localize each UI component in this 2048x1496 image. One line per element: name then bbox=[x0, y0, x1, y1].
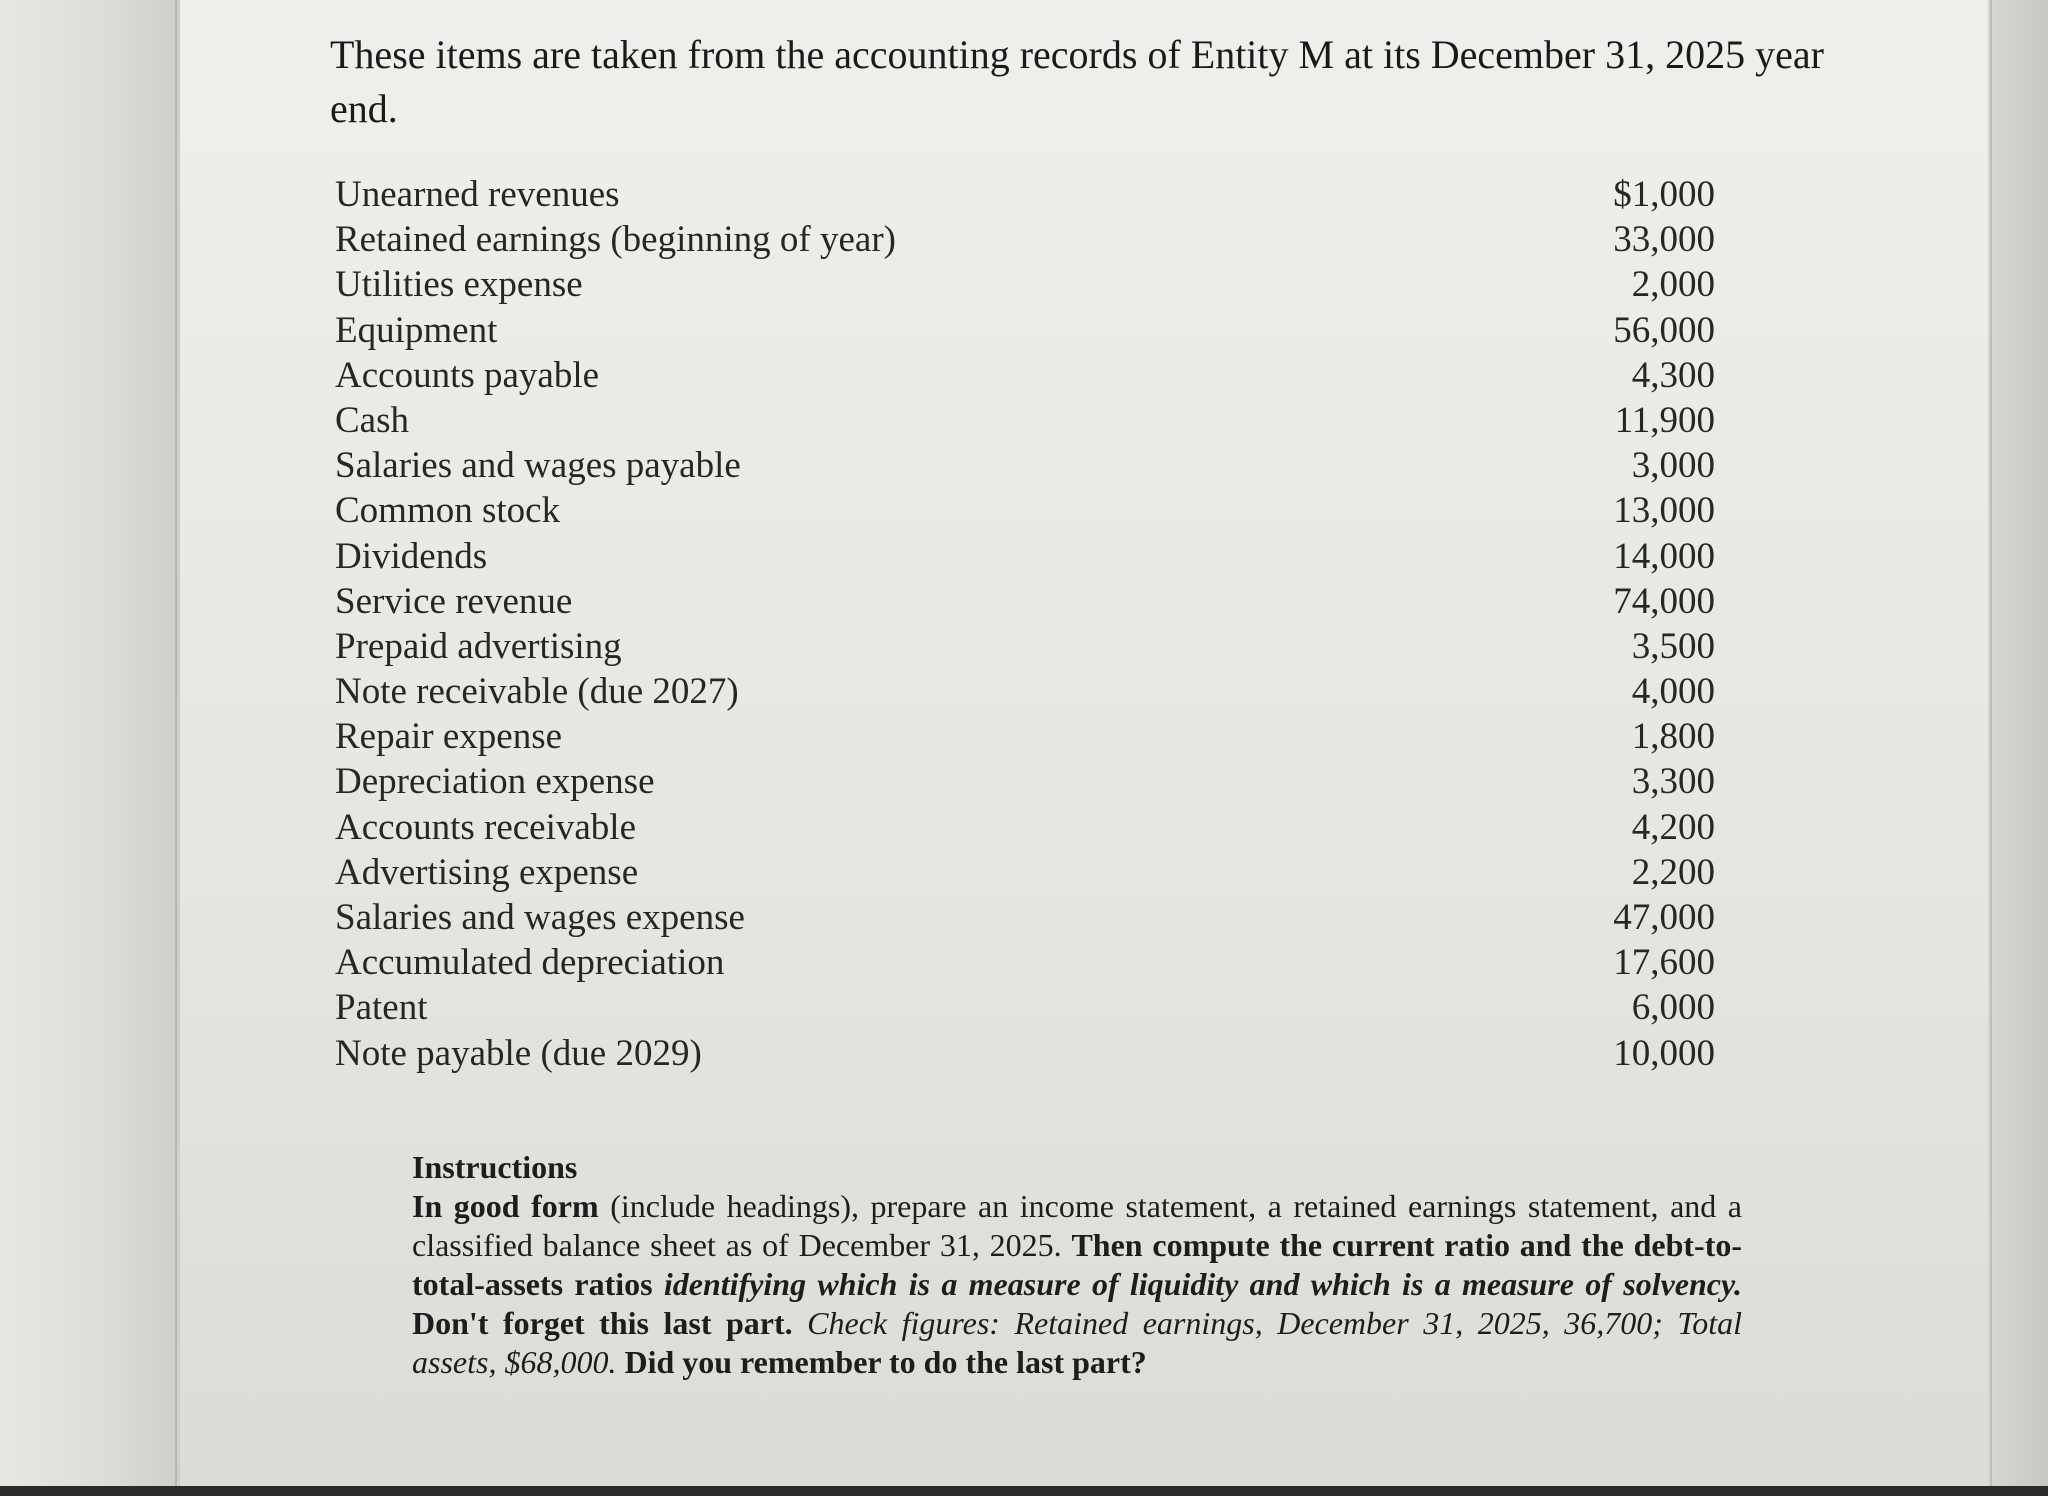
account-item-value: 47,000 bbox=[1613, 897, 1715, 938]
account-item-label: Note payable (due 2029) bbox=[335, 1032, 702, 1074]
account-item-value: 4,200 bbox=[1631, 806, 1715, 848]
account-item-row bbox=[335, 759, 1715, 804]
instructions-check-figures: Check figures: Retained earnings, December 31, 2025, 36,700; Total assets, $68,000. bbox=[412, 1305, 1743, 1380]
account-item-row bbox=[335, 940, 1715, 985]
account-item-row bbox=[335, 805, 1715, 850]
account-item-value: 3,500 bbox=[1631, 625, 1715, 667]
account-item-label: Repair expense bbox=[335, 716, 563, 758]
account-item-row bbox=[335, 1031, 1715, 1076]
account-item-label: Equipment bbox=[335, 309, 498, 351]
instructions-heading: Instructions bbox=[412, 1149, 578, 1185]
instructions-compute-ratios: Then compute the current ratio and the debt-to-total-assets ratios bbox=[412, 1227, 1743, 1302]
account-item-label: Patent bbox=[335, 987, 428, 1029]
account-item-label: Advertising expense bbox=[335, 851, 639, 893]
account-item-row bbox=[335, 172, 1715, 217]
account-item-row bbox=[335, 624, 1715, 669]
instructions-dont-forget: Don't forget this last part. bbox=[412, 1305, 793, 1341]
account-item-row bbox=[335, 262, 1715, 307]
account-item-value: 13,000 bbox=[1613, 490, 1715, 532]
account-item-label: Utilities expense bbox=[335, 264, 583, 306]
account-item-value: 4,000 bbox=[1631, 671, 1715, 713]
account-item-label: Dividends bbox=[335, 535, 488, 577]
background-right-margin bbox=[1988, 0, 2048, 1496]
account-item-label: Unearned revenues bbox=[335, 174, 620, 215]
account-item-label: Salaries and wages payable bbox=[335, 445, 741, 487]
account-item-value: 17,600 bbox=[1613, 942, 1715, 984]
account-item-label: Note receivable (due 2027) bbox=[335, 671, 739, 713]
account-item-label: Accumulated depreciation bbox=[335, 942, 725, 984]
account-item-label: Common stock bbox=[335, 490, 561, 532]
account-item-label: Service revenue bbox=[335, 580, 573, 622]
account-item-value: 11,900 bbox=[1614, 399, 1715, 441]
account-item-value: 2,000 bbox=[1631, 264, 1715, 306]
account-item-row bbox=[335, 308, 1715, 353]
account-item-value: 6,000 bbox=[1631, 987, 1715, 1029]
account-item-row bbox=[335, 669, 1715, 714]
account-item-value: 3,000 bbox=[1631, 445, 1715, 487]
account-item-row bbox=[335, 488, 1715, 533]
account-item-value: 33,000 bbox=[1613, 219, 1715, 261]
account-item-value: 56,000 bbox=[1613, 309, 1715, 351]
account-item-row bbox=[335, 985, 1715, 1030]
account-item-value: $1,000 bbox=[1613, 174, 1715, 215]
account-item-row bbox=[335, 443, 1715, 488]
account-item-row bbox=[335, 398, 1715, 443]
page-right-edge bbox=[1990, 0, 1992, 1496]
account-item-value: 10,000 bbox=[1613, 1032, 1715, 1074]
bottom-edge-bar bbox=[0, 1486, 2048, 1496]
account-item-value: 14,000 bbox=[1613, 535, 1715, 577]
account-item-row bbox=[335, 353, 1715, 398]
instructions-section bbox=[412, 1148, 1742, 1382]
account-items-list bbox=[335, 172, 1715, 1076]
account-item-label: Depreciation expense bbox=[335, 761, 655, 803]
account-item-value: 4,300 bbox=[1631, 354, 1715, 396]
account-item-value: 74,000 bbox=[1613, 580, 1715, 622]
account-item-label: Cash bbox=[335, 399, 409, 441]
account-item-label: Accounts receivable bbox=[335, 806, 636, 848]
background-left-margin bbox=[0, 0, 180, 1496]
page-left-edge bbox=[175, 0, 177, 1496]
account-item-value: 2,200 bbox=[1631, 851, 1715, 893]
instructions-liquidity-solvency: identifying which is a measure of liquidity and which is a measure of solvency. bbox=[663, 1266, 1743, 1302]
account-item-row bbox=[335, 714, 1715, 759]
account-item-label: Salaries and wages expense bbox=[335, 897, 745, 938]
instructions-did-you-remember: Did you remember to do the last part? bbox=[616, 1344, 1147, 1380]
intro-paragraph: These items are taken from the accounting records of Entity M at its December 31, 2025 year end. bbox=[330, 32, 1824, 131]
account-item-label: Retained earnings (beginning of year) bbox=[335, 219, 896, 261]
account-item-row bbox=[335, 579, 1715, 624]
account-item-label: Accounts payable bbox=[335, 354, 600, 396]
account-item-label: Prepaid advertising bbox=[335, 625, 622, 667]
account-item-row bbox=[335, 895, 1715, 940]
account-item-row bbox=[335, 217, 1715, 262]
instructions-prepare-text: (include headings), prepare an income statement, a retained earnings statement, and a classified balance sheet as of December 31, 2025. bbox=[412, 1188, 1743, 1263]
account-item-row bbox=[335, 850, 1715, 895]
account-item-value: 1,800 bbox=[1631, 716, 1715, 758]
account-item-row bbox=[335, 534, 1715, 579]
account-item-value: 3,300 bbox=[1631, 761, 1715, 803]
instructions-in-good-form: In good form bbox=[412, 1188, 599, 1224]
